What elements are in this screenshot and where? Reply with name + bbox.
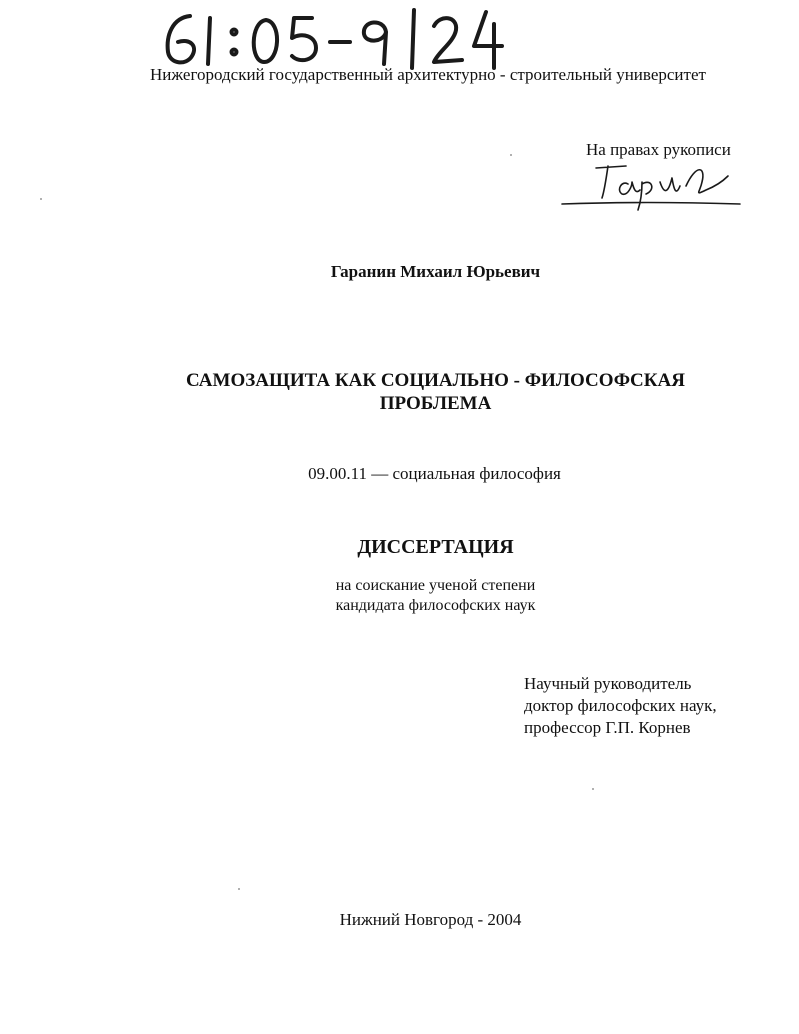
degree-line-2: кандидата философских наук — [335, 597, 536, 614]
supervisor-line-2: доктор философских наук, — [524, 696, 717, 715]
title-line-2: ПРОБЛЕМА — [379, 393, 492, 414]
scan-speck — [592, 788, 594, 790]
scan-speck — [40, 198, 42, 200]
degree-line-1: на соискание ученой степени — [335, 577, 536, 594]
city-and-year: Нижний Новгород - 2004 — [339, 910, 522, 929]
specialty-code: 09.00.11 — социальная философия — [308, 464, 561, 483]
scan-speck — [510, 154, 512, 156]
scan-speck — [238, 888, 240, 890]
title-line-1: САМОЗАЩИТА КАК СОЦИАЛЬНО - ФИЛОСОФСКАЯ — [186, 370, 685, 391]
author-signature — [556, 156, 746, 216]
supervisor-line-1: Научный руководитель — [524, 674, 692, 693]
document-type: ДИССЕРТАЦИЯ — [357, 536, 514, 558]
degree-info — [0, 576, 799, 616]
manuscript-rights-note: На правах рукописи — [586, 140, 731, 159]
dissertation-title — [0, 369, 799, 415]
handwritten-archive-number — [150, 2, 530, 74]
author-name: Гаранин Михаил Юрьевич — [330, 262, 541, 281]
university-name: Нижегородский государственный архитектурно - строительный университет — [150, 65, 706, 84]
supervisor-line-3: профессор Г.П. Корнев — [524, 718, 691, 737]
supervisor-block — [524, 673, 717, 739]
